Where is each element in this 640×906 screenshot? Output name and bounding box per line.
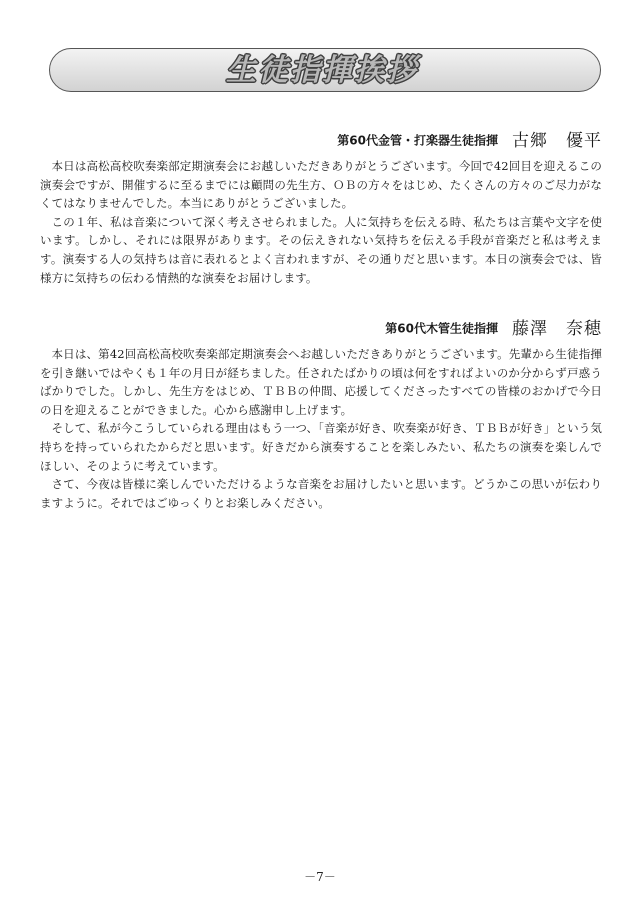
conductor-name: 藤澤 奈穂 — [512, 318, 602, 339]
conductor-role: 第60代木管生徒指揮 — [385, 321, 498, 336]
paragraph: そして、私が今こうしていられる理由はもう一つ、「音楽が好き、吹奏楽が好き、ＴＢＢが好き」という気持ちを持っていられたからだと思います。好きだから演奏することを楽しみたい、私たちの演奏を楽しんでほしい、そのように考えています。 — [40, 421, 602, 473]
conductor-name: 古郷 優平 — [512, 130, 602, 151]
byline — [40, 313, 602, 343]
conductor-role: 第60代金管・打楽器生徒指揮 — [337, 133, 498, 148]
greeting-section-brass — [40, 125, 602, 287]
greeting-body — [40, 157, 602, 287]
greeting-section-woodwind — [40, 313, 602, 512]
paragraph: さて、今夜は皆様に楽しんでいただけるような音楽をお届けしたいと思います。どうかこの思いが伝わりますように。それではごゆっくりとお楽しみください。 — [40, 477, 602, 510]
byline — [40, 125, 602, 155]
title-banner — [49, 48, 601, 92]
paragraph: 本日は高松高校吹奏楽部定期演奏会にお越しいただきありがとうございます。今回で42回目を迎えるこの演奏会ですが、開催するに至るまでには顧問の先生方、ＯＢの方々をはじめ、たくさんの方々のご尽力がなくてはなりませんでした。本当にありがとうございました。 — [40, 159, 602, 211]
paragraph: 本日は、第42回高松高校吹奏楽部定期演奏会へお越しいただきありがとうございます。先輩から生徒指揮を引き継いではやくも１年の月日が経ちました。任されたばかりの頃は何をすればよいのか分からず戸惑うばかりでした。しかし、先生方をはじめ、ＴＢＢの仲間、応援してくださったすべての皆様のおかげで今日の日を迎えることができました。心から感謝申し上げます。 — [40, 347, 602, 417]
greeting-body — [40, 345, 602, 512]
page-title: 生徒指揮挨拶 — [226, 53, 418, 88]
page-number: －7－ — [304, 870, 336, 884]
paragraph: この１年、私は音楽について深く考えさせられました。人に気持ちを伝える時、私たちは言葉や文字を使います。しかし、それには限界があります。その伝えきれない気持ちを伝える手段が音楽だと私は考えます。演奏する人の気持ちは音に表れるとよく言われますが、その通りだと思います。本日の演奏会では、皆様方に気持ちの伝わる情熱的な演奏をお届けします。 — [40, 214, 602, 285]
